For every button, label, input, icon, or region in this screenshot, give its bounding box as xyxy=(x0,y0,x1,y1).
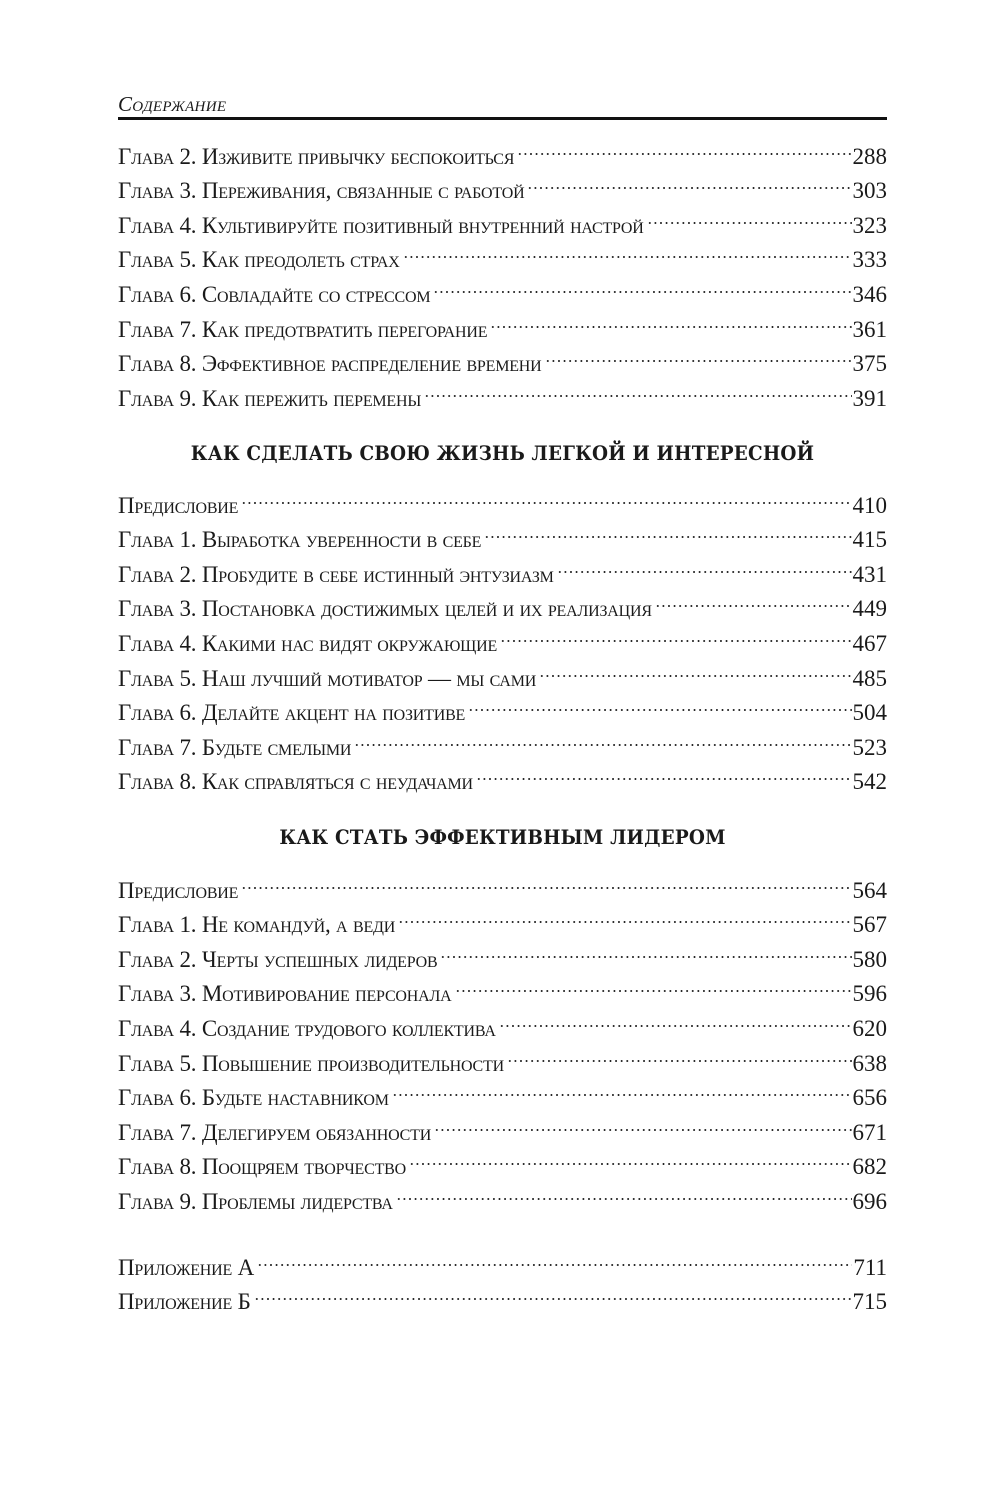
entry-label: Приложение А xyxy=(118,1254,255,1280)
dot-leader xyxy=(438,932,851,967)
dot-leader xyxy=(474,755,852,790)
dot-leader xyxy=(401,233,852,268)
entry-label: Глава 9. Как пережить перемены xyxy=(118,385,422,411)
entry-label: Глава 3. Мотивирование персонала xyxy=(118,981,452,1007)
page-number: 620 xyxy=(852,1015,887,1041)
entry-label: Глава 4. Какими нас видят окружающие xyxy=(118,630,498,656)
dot-leader xyxy=(390,1071,852,1106)
entry-label: Глава 8. Как справляться с неудачами xyxy=(118,769,473,795)
toc-section-appendices xyxy=(118,1240,887,1315)
entry-label: Глава 5. Как преодолеть страх xyxy=(118,247,400,273)
page-number: 711 xyxy=(853,1254,887,1280)
dot-leader xyxy=(515,129,851,164)
dot-leader xyxy=(432,1105,851,1140)
entry-label: Глава 7. Будьте смелыми xyxy=(118,734,352,760)
header-rule xyxy=(118,117,887,120)
dot-leader xyxy=(525,164,851,199)
entry-label: Глава 6. Делайте акцент на позитиве xyxy=(118,700,466,726)
entry-label: Глава 1. Выработка уверенности в себе xyxy=(118,527,482,553)
entry-label: Глава 6. Будьте наставником xyxy=(118,1085,389,1111)
page-number: 333 xyxy=(852,247,887,273)
page-number: 504 xyxy=(852,700,887,726)
page-number: 391 xyxy=(852,385,887,411)
dot-leader xyxy=(255,1240,852,1275)
dot-leader xyxy=(482,513,851,548)
dot-leader xyxy=(645,198,852,233)
page-number: 410 xyxy=(852,492,887,518)
page-number: 564 xyxy=(852,877,887,903)
page-number: 288 xyxy=(852,143,887,169)
dot-leader xyxy=(498,616,851,651)
entry-label: Глава 2. Изживите привычку беспокоиться xyxy=(118,143,515,169)
dot-leader xyxy=(653,582,852,617)
page-number: 375 xyxy=(852,351,887,377)
dot-leader xyxy=(252,1275,852,1310)
entry-label: Глава 2. Пробудите в себе истинный энтузиазм xyxy=(118,561,554,587)
dot-leader xyxy=(505,1036,852,1071)
entry-label: Глава 5. Наш лучший мотиватор — мы сами xyxy=(118,665,537,691)
entry-label: Глава 4. Создание трудового коллектива xyxy=(118,1015,496,1041)
entry-label: Глава 1. Не командуй, а веди xyxy=(118,912,396,938)
dot-leader xyxy=(555,547,852,582)
page-number: 346 xyxy=(852,281,887,307)
entry-label: Глава 7. Делегируем обязанности xyxy=(118,1119,432,1145)
dot-leader xyxy=(431,267,851,302)
entry-label: Глава 7. Как предотвратить перегорание xyxy=(118,316,488,342)
toc-entry[interactable] xyxy=(118,1240,887,1280)
toc-entry[interactable] xyxy=(118,129,887,169)
entry-label: Приложение Б xyxy=(118,1289,251,1315)
page-number: 467 xyxy=(852,630,887,656)
toc-section-leader xyxy=(118,863,887,1214)
entry-label: Предисловие xyxy=(118,877,239,903)
page-number: 580 xyxy=(852,946,887,972)
page-number: 682 xyxy=(852,1154,887,1180)
running-head: Содержание xyxy=(118,92,227,116)
page-number: 656 xyxy=(852,1085,887,1111)
page-number: 415 xyxy=(852,527,887,553)
entry-label: Глава 8. Эффективное распределение времени xyxy=(118,351,542,377)
page-number: 638 xyxy=(852,1050,887,1076)
page-number: 485 xyxy=(852,665,887,691)
dot-leader xyxy=(352,720,851,755)
dot-leader xyxy=(422,371,851,406)
dot-leader xyxy=(488,302,851,337)
page-number: 361 xyxy=(852,316,887,342)
page-number: 323 xyxy=(852,212,887,238)
dot-leader xyxy=(543,337,852,372)
section-title: КАК СТАТЬ ЭФФЕКТИВНЫМ ЛИДЕРОМ xyxy=(279,825,726,849)
entry-label: Глава 3. Постановка достижимых целей и их реализация xyxy=(118,596,652,622)
page-number: 671 xyxy=(852,1119,887,1145)
dot-leader xyxy=(239,478,851,513)
entry-label: Предисловие xyxy=(118,492,239,518)
dot-leader xyxy=(453,967,852,1002)
page-number: 715 xyxy=(852,1289,887,1315)
page-number: 431 xyxy=(852,561,887,587)
entry-label: Глава 5. Повышение производительности xyxy=(118,1050,504,1076)
dot-leader xyxy=(394,1174,852,1209)
dot-leader xyxy=(396,898,851,933)
toc-entry[interactable] xyxy=(118,863,887,903)
entry-label: Глава 8. Поощряем творчество xyxy=(118,1154,406,1180)
dot-leader xyxy=(497,1001,852,1036)
entry-label: Глава 6. Совладайте со стрессом xyxy=(118,281,431,307)
dot-leader xyxy=(407,1140,852,1175)
dot-leader xyxy=(466,686,851,721)
page-number: 449 xyxy=(852,596,887,622)
page-number: 542 xyxy=(852,769,887,795)
page-number: 567 xyxy=(852,912,887,938)
entry-label: Глава 2. Черты успешных лидеров xyxy=(118,946,438,972)
toc-entry[interactable] xyxy=(118,478,887,518)
entry-label: Глава 3. Переживания, связанные с работой xyxy=(118,178,525,204)
entry-label: Глава 4. Культивируйте позитивный внутренний настрой xyxy=(118,212,644,238)
dot-leader xyxy=(239,863,851,898)
toc-section-easy-life xyxy=(118,478,887,795)
page-number: 696 xyxy=(852,1188,887,1214)
page-number: 303 xyxy=(852,178,887,204)
page-number: 596 xyxy=(852,981,887,1007)
dot-leader xyxy=(537,651,851,686)
entry-label: Глава 9. Проблемы лидерства xyxy=(118,1188,393,1214)
section-title: КАК СДЕЛАТЬ СВОЮ ЖИЗНЬ ЛЕГКОЙ И ИНТЕРЕСНОЙ xyxy=(190,441,815,465)
toc-section-continued xyxy=(118,129,887,411)
page-number: 523 xyxy=(852,734,887,760)
